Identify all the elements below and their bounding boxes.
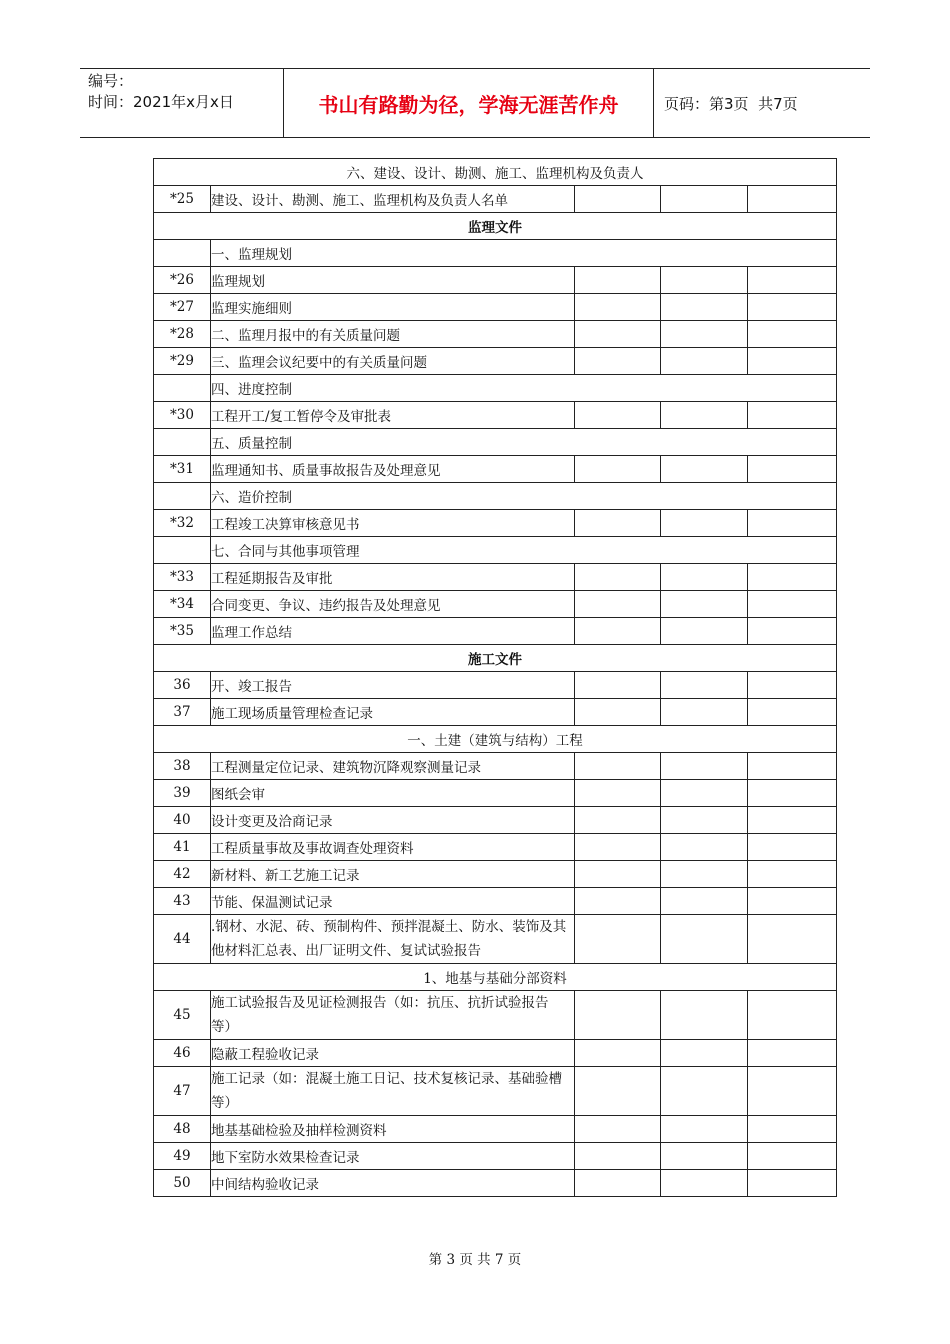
blank-cell <box>748 1116 837 1143</box>
item-number <box>154 537 211 564</box>
blank-cell <box>748 267 837 294</box>
blank-cell <box>575 402 661 429</box>
header-right-cell <box>654 69 870 137</box>
item-description: 七、合同与其他事项管理 <box>211 537 837 564</box>
item-number: 46 <box>154 1040 211 1067</box>
blank-cell <box>661 807 748 834</box>
section-title: 施工文件 <box>154 645 837 672</box>
item-number: *34 <box>154 591 211 618</box>
blank-cell <box>575 888 661 915</box>
item-description: 新材料、新工艺施工记录 <box>211 861 575 888</box>
date-label: 时间：2021年x月x日 <box>88 93 234 111</box>
section-title: 1、地基与基础分部资料 <box>154 964 837 991</box>
item-description: 六、造价控制 <box>211 483 837 510</box>
table-row <box>154 780 837 807</box>
item-description: 节能、保温测试记录 <box>211 888 575 915</box>
item-description: 三、监理会议纪要中的有关质量问题 <box>211 348 575 375</box>
table-row <box>154 1067 837 1116</box>
archive-checklist-table <box>153 158 837 1197</box>
table-row <box>154 1143 837 1170</box>
table-row <box>154 267 837 294</box>
blank-cell <box>661 834 748 861</box>
page-footer: 第 3 页 共 7 页 <box>428 1252 522 1268</box>
blank-cell <box>575 991 661 1040</box>
item-description: 工程竣工决算审核意见书 <box>211 510 575 537</box>
table-row <box>154 861 837 888</box>
item-description: 监理规划 <box>211 267 575 294</box>
table-row <box>154 672 837 699</box>
item-description: 地下室防水效果检查记录 <box>211 1143 575 1170</box>
item-number: 42 <box>154 861 211 888</box>
item-number: 36 <box>154 672 211 699</box>
table-row <box>154 402 837 429</box>
blank-cell <box>748 402 837 429</box>
item-number: 47 <box>154 1067 211 1116</box>
subsection-row <box>154 483 837 510</box>
blank-cell <box>661 1067 748 1116</box>
section-title: 一、土建（建筑与结构）工程 <box>154 726 837 753</box>
subsection-row <box>154 429 837 456</box>
blank-cell <box>575 321 661 348</box>
blank-cell <box>575 753 661 780</box>
item-number: 38 <box>154 753 211 780</box>
section-title: 监理文件 <box>154 213 837 240</box>
blank-cell <box>748 888 837 915</box>
blank-cell <box>748 1067 837 1116</box>
table-row <box>154 1170 837 1197</box>
item-number: *35 <box>154 618 211 645</box>
item-description: 施工现场质量管理检查记录 <box>211 699 575 726</box>
item-description: 合同变更、争议、违约报告及处理意见 <box>211 591 575 618</box>
item-number: *26 <box>154 267 211 294</box>
page-indicator: 页码：第3页 共7页 <box>664 94 798 113</box>
item-number: *33 <box>154 564 211 591</box>
blank-cell <box>748 780 837 807</box>
blank-cell <box>575 1040 661 1067</box>
blank-cell <box>661 294 748 321</box>
table-row <box>154 1040 837 1067</box>
blank-cell <box>575 807 661 834</box>
blank-cell <box>661 1040 748 1067</box>
blank-cell <box>661 618 748 645</box>
blank-cell <box>575 267 661 294</box>
table-row <box>154 186 837 213</box>
blank-cell <box>661 321 748 348</box>
blank-cell <box>575 834 661 861</box>
table-row <box>154 591 837 618</box>
blank-cell <box>748 564 837 591</box>
item-description: 工程质量事故及事故调查处理资料 <box>211 834 575 861</box>
subsection-row <box>154 240 837 267</box>
blank-cell <box>575 1116 661 1143</box>
section-title: 六、建设、设计、勘测、施工、监理机构及负责人 <box>154 159 837 186</box>
item-description: 监理实施细则 <box>211 294 575 321</box>
blank-cell <box>575 510 661 537</box>
table-row <box>154 834 837 861</box>
item-description: 隐蔽工程验收记录 <box>211 1040 575 1067</box>
item-number <box>154 483 211 510</box>
blank-cell <box>748 186 837 213</box>
table-row <box>154 699 837 726</box>
item-description: 中间结构验收记录 <box>211 1170 575 1197</box>
blank-cell <box>661 591 748 618</box>
blank-cell <box>575 618 661 645</box>
item-number <box>154 375 211 402</box>
item-description: 四、进度控制 <box>211 375 837 402</box>
blank-cell <box>748 618 837 645</box>
item-number: 39 <box>154 780 211 807</box>
blank-cell <box>575 915 661 964</box>
item-description: 监理工作总结 <box>211 618 575 645</box>
blank-cell <box>748 699 837 726</box>
blank-cell <box>748 1170 837 1197</box>
blank-cell <box>575 780 661 807</box>
blank-cell <box>661 1170 748 1197</box>
blank-cell <box>748 321 837 348</box>
item-description: 五、质量控制 <box>211 429 837 456</box>
item-description: 工程测量定位记录、建筑物沉降观察测量记录 <box>211 753 575 780</box>
serial-number-label: 编号： <box>88 72 134 90</box>
table-row <box>154 807 837 834</box>
blank-cell <box>661 915 748 964</box>
blank-cell <box>575 1067 661 1116</box>
blank-cell <box>661 780 748 807</box>
blank-cell <box>748 861 837 888</box>
motto: 书山有路勤为径，学海无涯苦作舟 <box>284 69 654 137</box>
blank-cell <box>661 348 748 375</box>
table-row <box>154 294 837 321</box>
item-description: 监理通知书、质量事故报告及处理意见 <box>211 456 575 483</box>
section-header-row <box>154 213 837 240</box>
blank-cell <box>575 186 661 213</box>
blank-cell <box>661 753 748 780</box>
table-row <box>154 991 837 1040</box>
item-number: *31 <box>154 456 211 483</box>
blank-cell <box>661 402 748 429</box>
header-left-cell <box>80 69 284 137</box>
item-description: 图纸会审 <box>211 780 575 807</box>
blank-cell <box>661 1116 748 1143</box>
blank-cell <box>748 915 837 964</box>
item-description: 工程开工/复工暂停令及审批表 <box>211 402 575 429</box>
blank-cell <box>661 991 748 1040</box>
table-row <box>154 348 837 375</box>
blank-cell <box>748 510 837 537</box>
blank-cell <box>748 807 837 834</box>
blank-cell <box>661 267 748 294</box>
item-number: *30 <box>154 402 211 429</box>
item-number: 37 <box>154 699 211 726</box>
item-number <box>154 429 211 456</box>
blank-cell <box>748 672 837 699</box>
table-row <box>154 510 837 537</box>
item-number: *27 <box>154 294 211 321</box>
blank-cell <box>661 456 748 483</box>
item-number: *28 <box>154 321 211 348</box>
blank-cell <box>661 564 748 591</box>
blank-cell <box>748 294 837 321</box>
section-header-row <box>154 964 837 991</box>
blank-cell <box>661 510 748 537</box>
item-number: 43 <box>154 888 211 915</box>
page-header <box>80 68 870 138</box>
table-row <box>154 888 837 915</box>
item-number: 40 <box>154 807 211 834</box>
item-number: 49 <box>154 1143 211 1170</box>
item-number: *29 <box>154 348 211 375</box>
blank-cell <box>748 456 837 483</box>
blank-cell <box>661 888 748 915</box>
table-row <box>154 618 837 645</box>
blank-cell <box>748 1143 837 1170</box>
item-number: 44 <box>154 915 211 964</box>
item-description: 一、监理规划 <box>211 240 837 267</box>
blank-cell <box>748 834 837 861</box>
item-number: 45 <box>154 991 211 1040</box>
blank-cell <box>575 672 661 699</box>
table-row <box>154 321 837 348</box>
item-number: *25 <box>154 186 211 213</box>
item-description: 施工记录（如：混凝土施工日记、技术复核记录、基础验槽等） <box>211 1067 575 1116</box>
blank-cell <box>661 861 748 888</box>
item-number: 50 <box>154 1170 211 1197</box>
table-body <box>154 159 837 1197</box>
table-row <box>154 1116 837 1143</box>
table-row <box>154 564 837 591</box>
blank-cell <box>661 699 748 726</box>
section-header-row <box>154 726 837 753</box>
blank-cell <box>661 672 748 699</box>
item-description: .钢材、水泥、砖、预制构件、预拌混凝土、防水、装饰及其他材料汇总表、出厂证明文件、复试试验报告 <box>211 915 575 964</box>
subsection-row <box>154 537 837 564</box>
blank-cell <box>748 991 837 1040</box>
item-description: 设计变更及洽商记录 <box>211 807 575 834</box>
blank-cell <box>575 591 661 618</box>
blank-cell <box>748 1040 837 1067</box>
section-header-row <box>154 159 837 186</box>
blank-cell <box>661 186 748 213</box>
section-header-row <box>154 645 837 672</box>
item-number: 48 <box>154 1116 211 1143</box>
item-description: 二、监理月报中的有关质量问题 <box>211 321 575 348</box>
blank-cell <box>575 1143 661 1170</box>
blank-cell <box>575 699 661 726</box>
item-number: *32 <box>154 510 211 537</box>
blank-cell <box>748 753 837 780</box>
blank-cell <box>748 348 837 375</box>
blank-cell <box>575 1170 661 1197</box>
table-row <box>154 753 837 780</box>
blank-cell <box>575 294 661 321</box>
blank-cell <box>575 861 661 888</box>
item-description: 施工试验报告及见证检测报告（如：抗压、抗折试验报告等） <box>211 991 575 1040</box>
item-description: 建设、设计、勘测、施工、监理机构及负责人名单 <box>211 186 575 213</box>
item-number: 41 <box>154 834 211 861</box>
item-description: 开、竣工报告 <box>211 672 575 699</box>
blank-cell <box>661 1143 748 1170</box>
item-number <box>154 240 211 267</box>
blank-cell <box>575 348 661 375</box>
blank-cell <box>748 591 837 618</box>
table-row <box>154 915 837 964</box>
table-row <box>154 456 837 483</box>
item-description: 地基基础检验及抽样检测资料 <box>211 1116 575 1143</box>
item-description: 工程延期报告及审批 <box>211 564 575 591</box>
blank-cell <box>575 456 661 483</box>
subsection-row <box>154 375 837 402</box>
blank-cell <box>575 564 661 591</box>
